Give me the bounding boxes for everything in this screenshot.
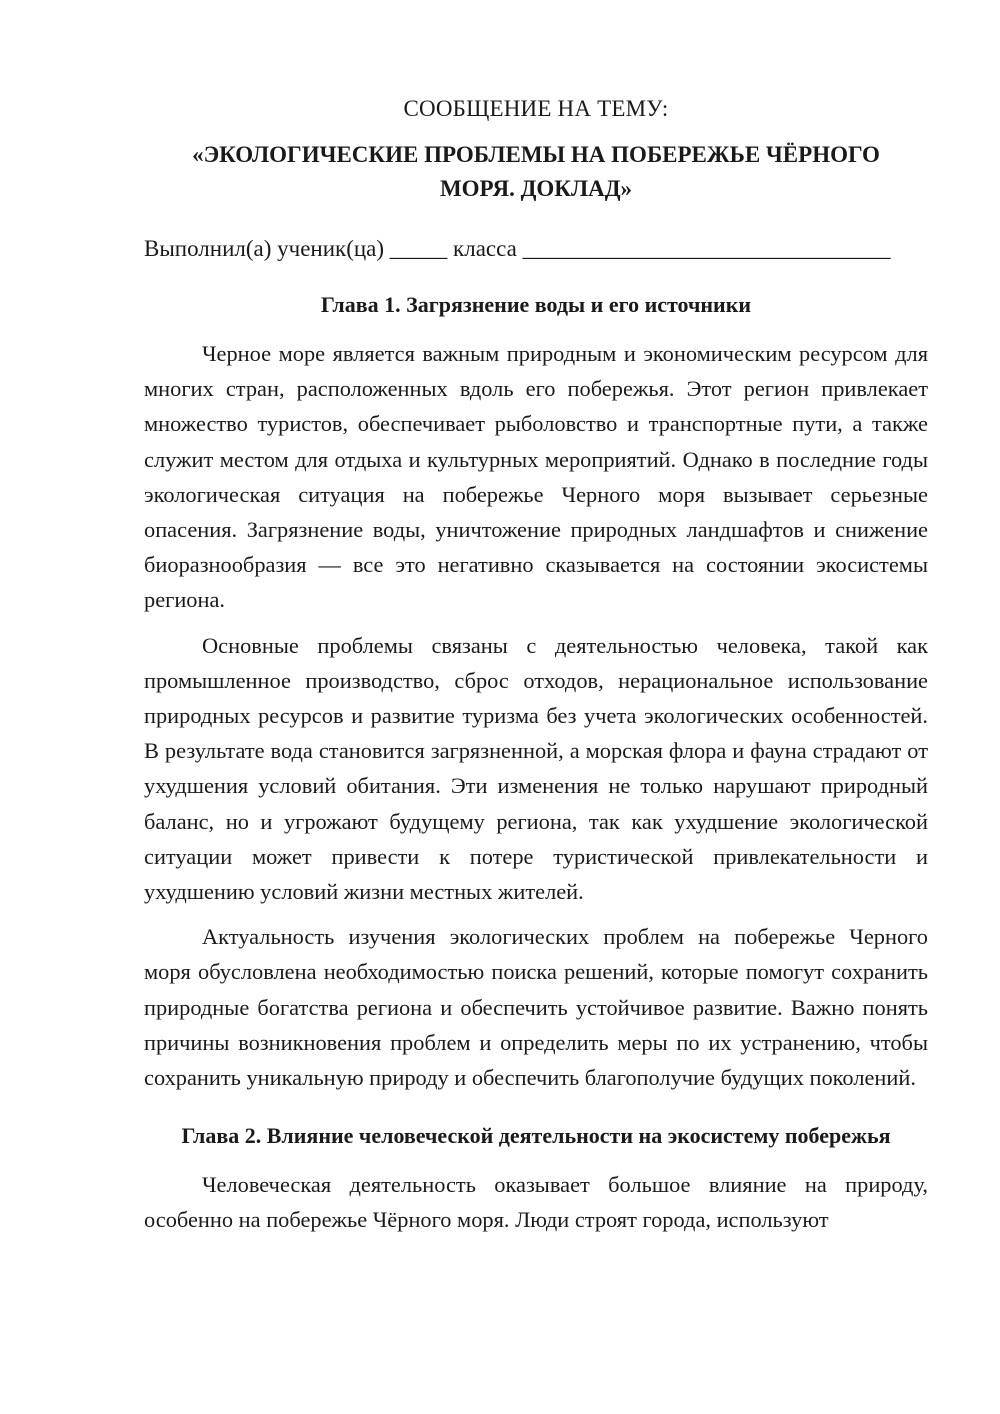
document-title: «ЭКОЛОГИЧЕСКИЕ ПРОБЛЕМЫ НА ПОБЕРЕЖЬЕ ЧЁРНОГО МОРЯ. ДОКЛАД» [192, 142, 880, 201]
chapter-1-title: Глава 1. Загрязнение воды и его источники [320, 292, 752, 317]
chapter-1-paragraph-2: Основные проблемы связаны с деятельностью человека, такой как промышленное производство, сброс отходов, нерациональное использование природных ресурсов и развитие туризма без учета экологических особенностей. В результате вода становится загрязненной, а морская флора и фауна страдают от ухудшения условий обитания. Эти изменения не только нарушают природный баланс, но и угрожают будущему региона, так как ухудшение экологической ситуации может привести к потере туристической привлекательности и ухудшению условий жизни местных жителей. [144, 632, 928, 905]
author-line: Выполнил(а) ученик(ца) _____ класса ________________________________ [144, 236, 891, 261]
chapter-1-paragraph-1: Черное море является важным природным и экономическим ресурсом для многих стран, расположенных вдоль его побережья. Этот регион привлекает множество туристов, обеспечивает рыболовство и транспортные пути, а также служит местом для отдыха и культурных мероприятий. Однако в последние годы экологическая ситуация на побережье Черного моря вызывает серьезные опасения. Загрязнение воды, уничтожение природных ландшафтов и снижение биоразнообразия — все это негативно сказывается на состоянии экосистемы региона. [144, 341, 928, 613]
chapter-2-paragraph-1: Человеческая деятельность оказывает большое влияние на природу, особенно на побережье Чёрного моря. Люди строят города, используют [144, 1172, 928, 1233]
chapter-1-paragraph-3: Актуальность изучения экологических проблем на побережье Черного моря обусловлена необходимостью поиска решений, которые помогут сохранить природные богатства региона и обеспечить устойчивое развитие. Важно понять причины возникновения проблем и определить меры по их устранению, чтобы сохранить уникальную природу и обеспечить благополучие будущих поколений. [144, 924, 928, 1091]
document-page [144, 92, 928, 1238]
chapter-2-title: Глава 2. Влияние человеческой деятельности на экосистему побережья [181, 1123, 891, 1149]
document-pre-title: СООБЩЕНИЕ НА ТЕМУ: [403, 96, 669, 121]
